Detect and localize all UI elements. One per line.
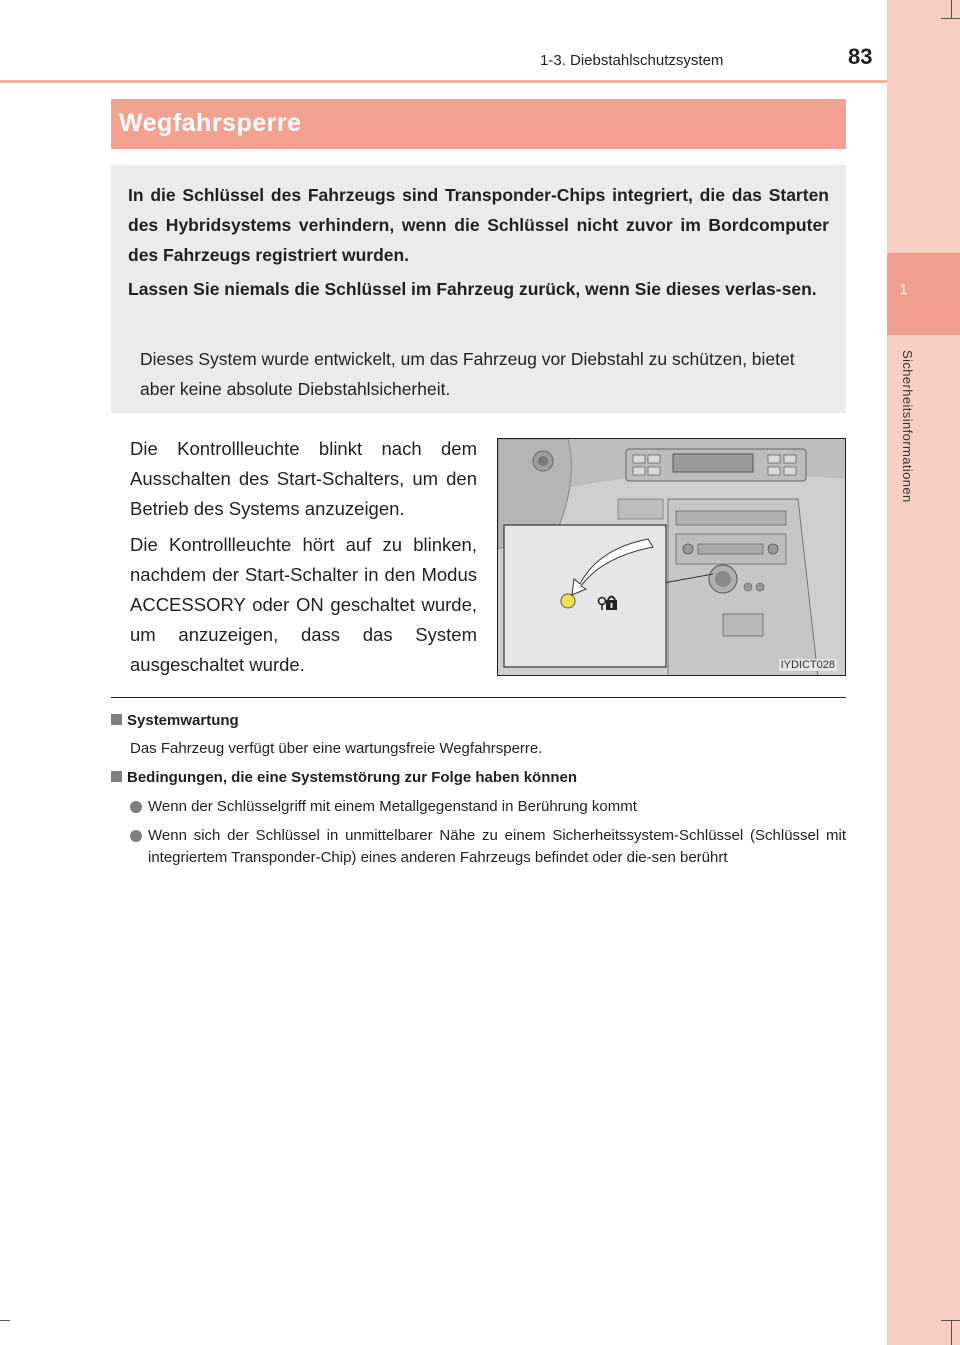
chapter-label: Sicherheitsinformationen xyxy=(900,350,915,503)
dashboard-drawing xyxy=(498,439,846,676)
round-bullet-icon xyxy=(130,801,142,813)
section-divider xyxy=(111,697,846,698)
crop-mark xyxy=(951,0,952,18)
section-title: Wegfahrsperre xyxy=(119,109,302,137)
illustration-code: IYDICT028 xyxy=(780,659,835,671)
body-paragraph: Die Kontrollleuchte blinkt nach dem Ausschalten des Start-Schalters, um den Betrieb des Systems anzuzeigen. xyxy=(130,438,477,519)
body-paragraph: Die Kontrollleuchte hört auf zu blinken, nachdem der Start-Schalter in den Modus ACCESSORY oder ON geschaltet wurde, um anzuzeigen, dass das System ausgeschaltet wurde. xyxy=(130,534,477,675)
list-item: Wenn der Schlüsselgriff mit einem Metallgegenstand in Berührung kommt xyxy=(130,796,846,818)
side-band xyxy=(887,0,960,1345)
square-bullet-icon xyxy=(111,771,122,782)
round-bullet-icon xyxy=(130,830,142,842)
crop-mark xyxy=(941,18,960,19)
page-number: 83 xyxy=(848,44,873,69)
section-title-bar xyxy=(111,99,846,149)
note-heading-maintenance: Systemwartung xyxy=(111,712,239,729)
crop-mark xyxy=(941,1320,960,1321)
note-text-maintenance: Das Fahrzeug verfügt über eine wartungsfreie Wegfahrsperre. xyxy=(130,740,543,757)
header-rule xyxy=(0,80,887,83)
crop-mark xyxy=(951,1320,952,1345)
square-bullet-icon xyxy=(111,714,122,725)
note-heading-malfunction: Bedingungen, die eine Systemstörung zur Folge haben können xyxy=(111,769,577,786)
crop-mark xyxy=(0,1320,10,1321)
dashboard-illustration xyxy=(497,438,846,676)
intro-note: Dieses System wurde entwickelt, um das Fahrzeug vor Diebstahl zu schützen, bietet aber keine absolute Diebstahlsicherheit. xyxy=(140,349,795,399)
intro-box xyxy=(111,165,846,413)
intro-warning: Lassen Sie niemals die Schlüssel im Fahrzeug zurück, wenn Sie dieses verlas-sen. xyxy=(128,279,817,299)
header-section-title: 1-3. Diebstahlschutzsystem xyxy=(540,52,724,69)
list-item: Wenn sich der Schlüssel in unmittelbarer Nähe zu einem Sicherheitssystem-Schlüssel (Schlüssel mit integriertem Transponder-Chip) eines anderen Fahrzeugs befindet oder die-sen berührt xyxy=(130,825,846,869)
chapter-tab xyxy=(887,253,960,335)
intro-paragraph: In die Schlüssel des Fahrzeugs sind Transponder-Chips integriert, die das Starten des Hybridsystems verhindern, wenn die Schlüssel nicht zuvor im Bordcomputer des Fahrzeugs registriert wurden. xyxy=(128,185,829,265)
chapter-number: 1 xyxy=(899,281,908,298)
